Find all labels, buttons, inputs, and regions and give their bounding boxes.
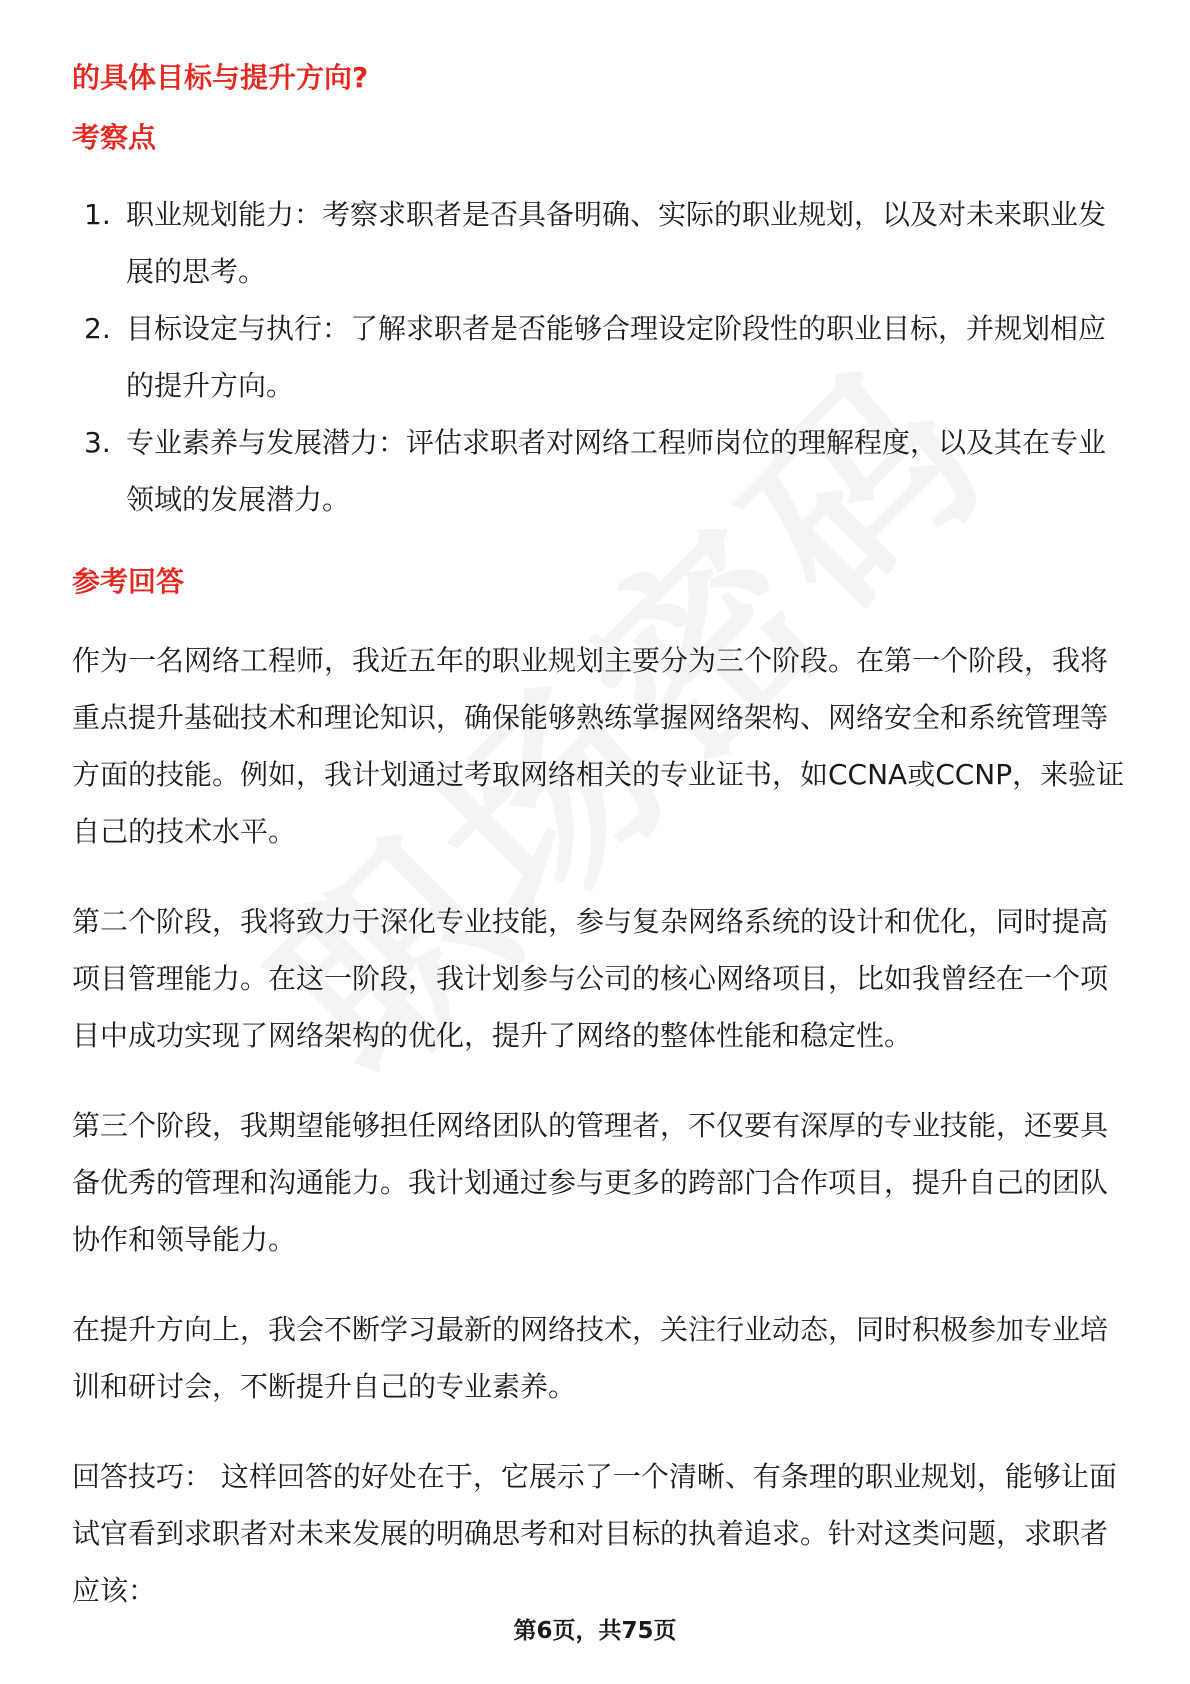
answer-paragraph: 作为一名网络工程师，我近五年的职业规划主要分为三个阶段。在第一个阶段，我将重点提升基础技术和理论知识，确保能够熟练掌握网络架构、网络安全和系统管理等方面的技能。例如，我计划通过考取网络相关的专业证书，如CCNA或CCNP，来验证自己的技术水平。	[72, 644, 1125, 848]
page-number: 第6页，共75页	[513, 1618, 677, 1644]
key-points-list	[72, 186, 1132, 528]
list-item-number: 1.	[84, 198, 111, 231]
list-item	[72, 414, 1132, 528]
key-points-heading: 考察点	[72, 121, 157, 154]
answer-tips-paragraph: 回答技巧： 这样回答的好处在于，它展示了一个清晰、有条理的职业规划，能够让面试官看到求职者对未来发展的明确思考和对目标的执着追求。针对这类问题，求职者应该：	[72, 1460, 1117, 1607]
reference-answer-heading: 参考回答	[72, 565, 185, 598]
answer-paragraph: 第二个阶段，我将致力于深化专业技能，参与复杂网络系统的设计和优化，同时提高项目管理能力。在这一阶段，我计划参与公司的核心网络项目，比如我曾经在一个项目中成功实现了网络架构的优化，提升了网络的整体性能和稳定性。	[72, 905, 1109, 1052]
list-item-number: 3.	[84, 426, 111, 459]
list-item	[72, 186, 1132, 300]
answer-paragraph: 第三个阶段，我期望能够担任网络团队的管理者，不仅要有深厚的专业技能，还要具备优秀的管理和沟通能力。我计划通过参与更多的跨部门合作项目，提升自己的团队协作和领导能力。	[72, 1109, 1109, 1256]
document-body	[72, 52, 1132, 1619]
question-title: 的具体目标与提升方向?	[72, 61, 369, 94]
list-item-number: 2.	[84, 312, 111, 345]
list-item-text: 目标设定与执行：了解求职者是否能够合理设定阶段性的职业目标，并规划相应的提升方向。	[126, 312, 1107, 402]
list-item-text: 专业素养与发展潜力：评估求职者对网络工程师岗位的理解程度，以及其在专业领域的发展潜力。	[126, 426, 1107, 516]
list-item	[72, 300, 1132, 414]
answer-paragraph: 在提升方向上，我会不断学习最新的网络技术，关注行业动态，同时积极参加专业培训和研讨会，不断提升自己的专业素养。	[72, 1313, 1109, 1403]
list-item-text: 职业规划能力：考察求职者是否具备明确、实际的职业规划，以及对未来职业发展的思考。	[126, 198, 1107, 288]
